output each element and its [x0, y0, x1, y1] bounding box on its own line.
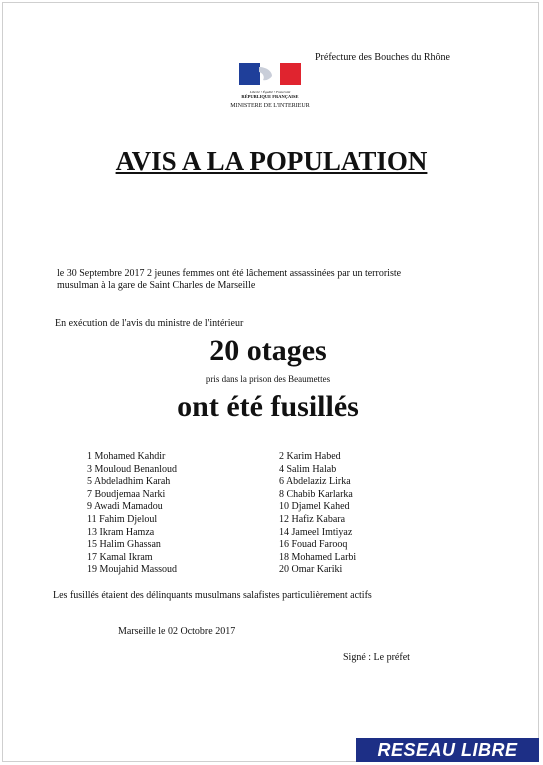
list-item: 17 Kamal Ikram [87, 551, 153, 563]
prefecture-label: Préfecture des Bouches du Rhône [315, 52, 450, 63]
intro-line-2: musulman à la gare de Saint Charles de Marseille [57, 280, 256, 291]
list-item: 14 Jameel Imtiyaz [279, 526, 353, 538]
logo-motto: Liberté • Égalité • Fraternité [249, 90, 291, 94]
page-title: AVIS A LA POPULATION [115, 146, 428, 176]
headline-subline: pris dans la prison des Beaumettes [205, 374, 331, 384]
headline-executed: ont été fusillés [177, 390, 359, 423]
list-item: 20 Omar Kariki [279, 564, 343, 576]
marianne-flag-icon [239, 63, 301, 85]
names-list-left [87, 451, 177, 577]
place-and-date: Marseille le 02 Octobre 2017 [118, 626, 236, 637]
list-item: 2 Karim Habed [279, 451, 341, 462]
logo-republic: RÉPUBLIQUE FRANÇAISE [241, 94, 299, 99]
list-item: 15 Halim Ghassan [87, 539, 161, 551]
list-item: 4 Salim Halab [279, 463, 337, 475]
list-item: 3 Mouloud Benanloud [87, 463, 177, 475]
intro-line-1: le 30 Septembre 2017 2 jeunes femmes ont été lâchement assassinées par un terroriste [57, 268, 402, 279]
list-item: 16 Fouad Farooq [279, 539, 348, 551]
headline-hostages: 20 otages [209, 334, 327, 367]
republic-logo [225, 63, 315, 109]
execution-statement: En exécution de l'avis du ministre de l'intérieur [55, 318, 244, 329]
list-item: 6 Abdelaziz Lirka [279, 476, 351, 488]
list-item: 1 Mohamed Kahdir [87, 451, 166, 462]
closing-note: Les fusillés étaient des délinquants musulmans salafistes particulièrement actifs [53, 590, 372, 601]
list-item: 5 Abdeladhim Karah [87, 476, 171, 488]
logo-ministry: MINISTERE DE L'INTERIEUR [230, 103, 310, 109]
list-item: 13 Ikram Hamza [87, 526, 155, 538]
list-item: 10 Djamel Kahed [279, 501, 350, 513]
list-item: 8 Chabib Karlarka [279, 488, 353, 500]
list-item: 11 Fahim Djeloul [87, 513, 158, 525]
watermark-badge: RESEAU LIBRE [356, 738, 539, 762]
list-item: 18 Mohamed Larbi [279, 551, 357, 563]
list-item: 12 Hafiz Kabara [279, 513, 346, 525]
list-item: 19 Moujahid Massoud [87, 564, 177, 576]
list-item: 7 Boudjemaa Narki [87, 488, 166, 500]
signature: Signé : Le préfet [343, 652, 410, 663]
list-item: 9 Awadi Mamadou [87, 501, 163, 513]
names-list-right [279, 451, 356, 577]
